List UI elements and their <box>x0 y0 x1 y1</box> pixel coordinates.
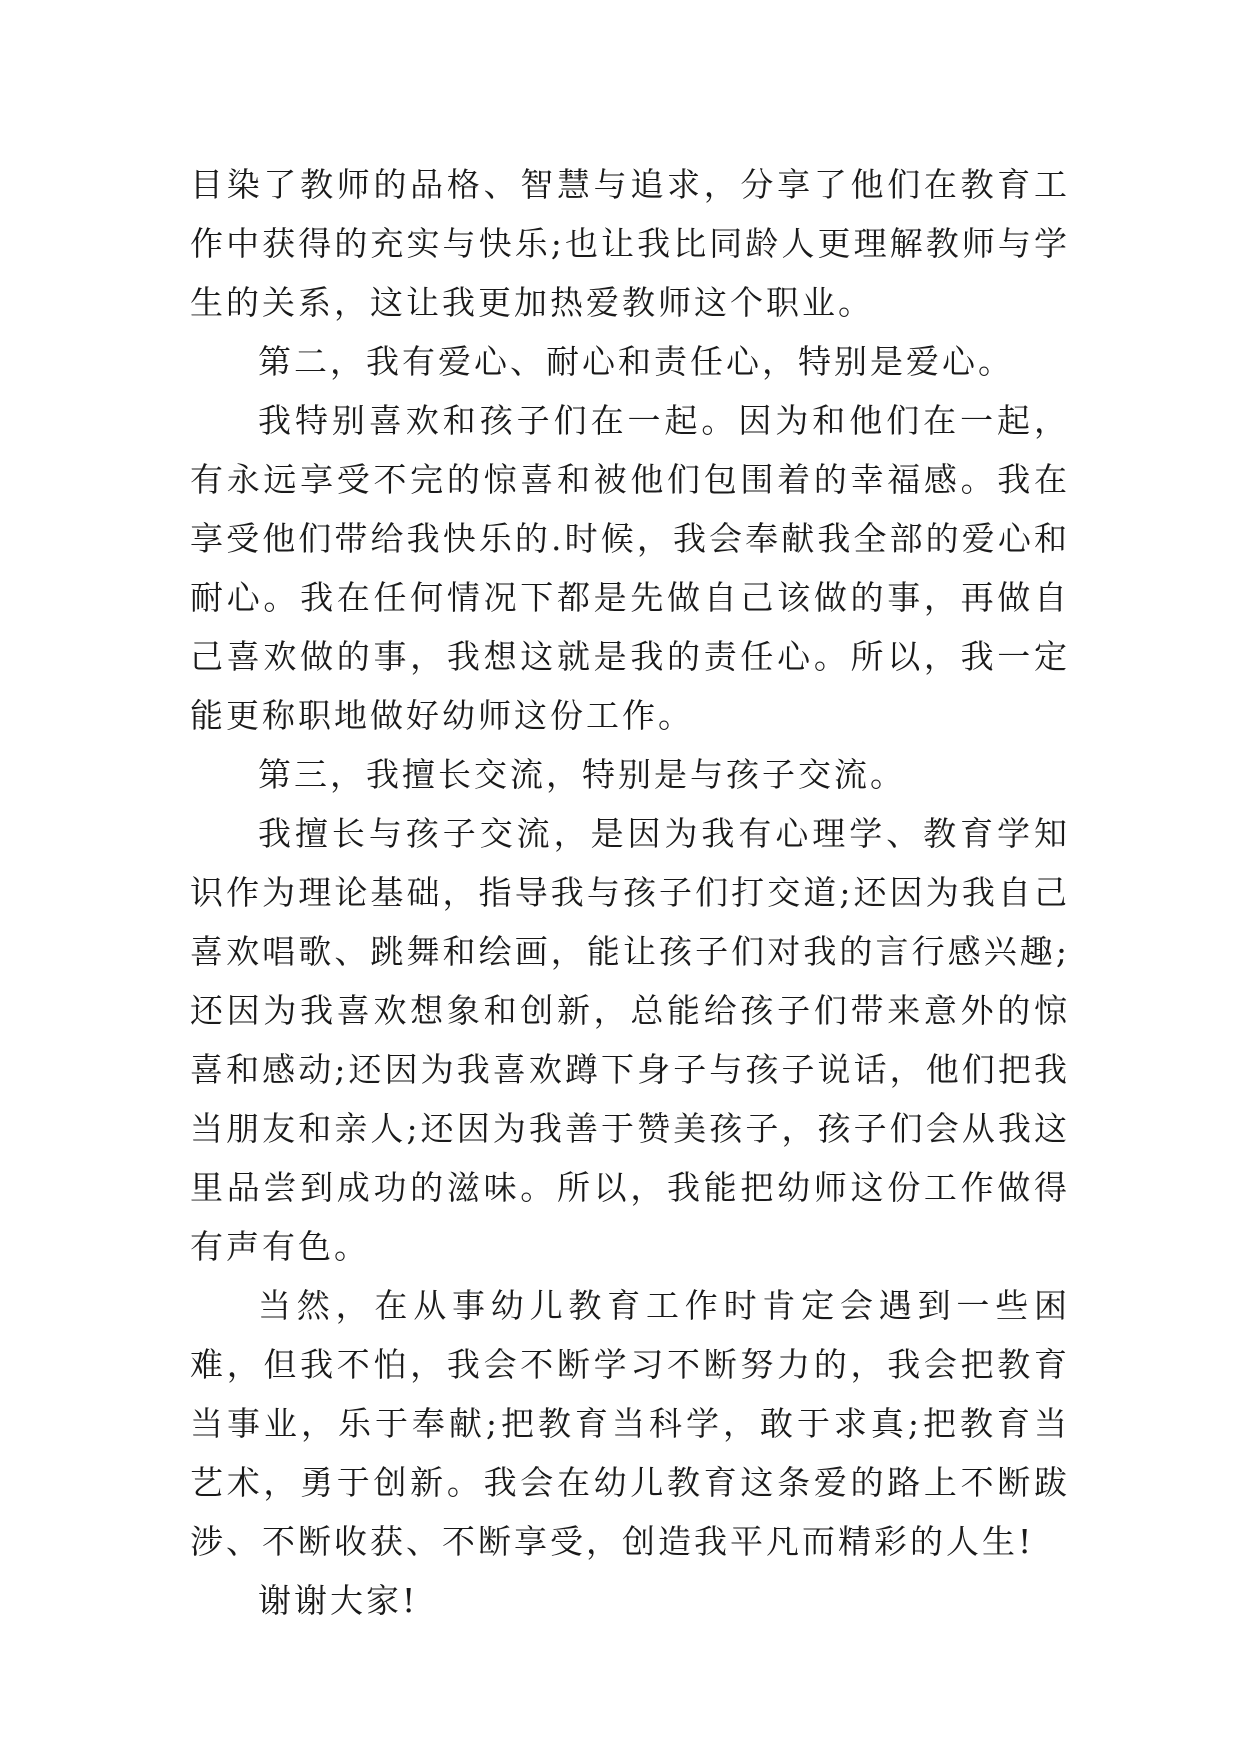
paragraph-3: 我特别喜欢和孩子们在一起。因为和他们在一起，有永远享受不完的惊喜和被他们包围着的幸福感。我在享受他们带给我快乐的.时候，我会奉献我全部的爱心和耐心。我在任何情况下都是先做自己该做的事，再做自己喜欢做的事，我想这就是我的责任心。所以，我一定能更称职地做好幼师这份工作。 <box>190 401 1070 735</box>
paragraph-7-closing: 谢谢大家! <box>258 1581 419 1620</box>
paragraph-5: 我擅长与孩子交流，是因为我有心理学、教育学知识作为理论基础，指导我与孩子们打交道;还因为我自己喜欢唱歌、跳舞和绘画，能让孩子们对我的言行感兴趣;还因为我喜欢想象和创新，总能给孩子们带来意外的惊喜和感动;还因为我喜欢蹲下身子与孩子说话，他们把我当朋友和亲人;还因为我善于赞美孩子，孩子们会从我这里品尝到成功的滋味。所以，我能把幼师这份工作做得有声有色。 <box>190 814 1070 1266</box>
document-body <box>190 155 1070 1630</box>
paragraph-6: 当然，在从事幼儿教育工作时肯定会遇到一些困难，但我不怕，我会不断学习不断努力的，我会把教育当事业，乐于奉献;把教育当科学，敢于求真;把教育当艺术，勇于创新。我会在幼儿教育这条爱的路上不断跋涉、不断收获、不断享受，创造我平凡而精彩的人生! <box>190 1286 1070 1561</box>
paragraph-1: 目染了教师的品格、智慧与追求，分享了他们在教育工作中获得的充实与快乐;也让我比同龄人更理解教师与学生的关系，这让我更加热爱教师这个职业。 <box>190 165 1070 322</box>
paragraph-4: 第三，我擅长交流，特别是与孩子交流。 <box>258 755 906 794</box>
paragraph-2: 第二，我有爱心、耐心和责任心，特别是爱心。 <box>258 342 1014 381</box>
